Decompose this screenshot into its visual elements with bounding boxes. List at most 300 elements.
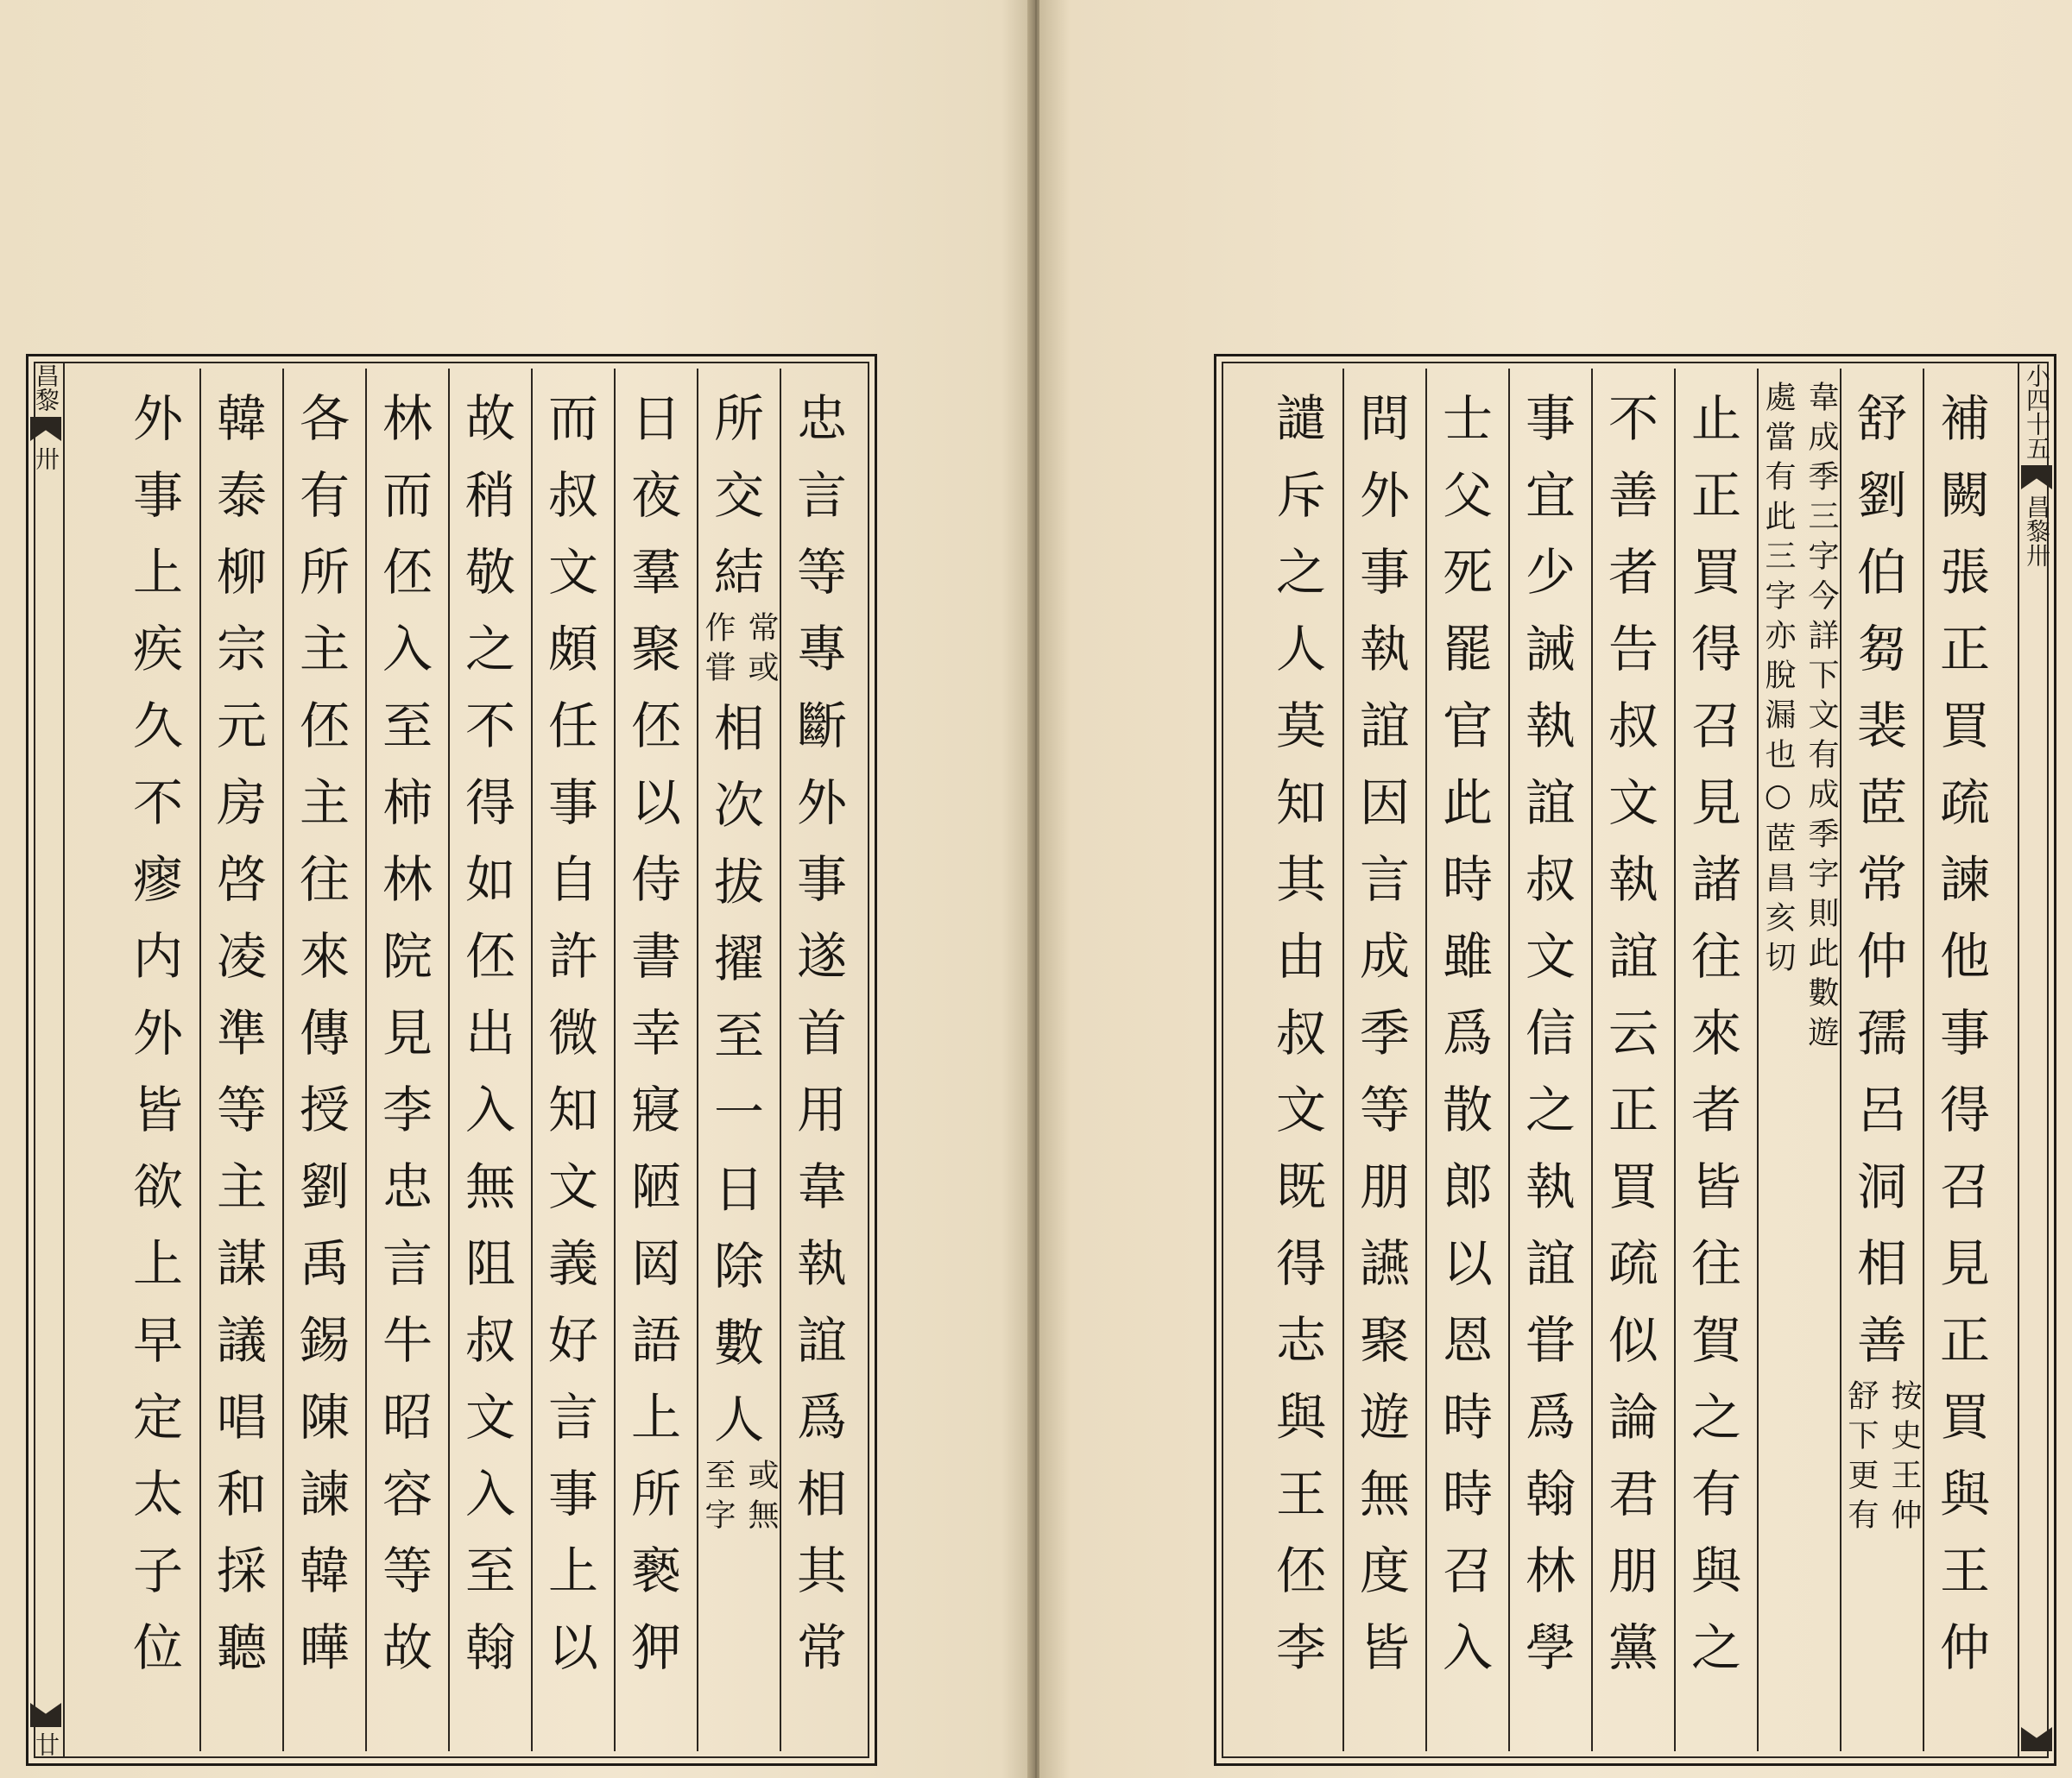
character: 事	[1939, 1004, 1990, 1062]
character: 林	[1525, 1542, 1576, 1600]
character: 太	[132, 1465, 183, 1523]
character: 黨	[1608, 1618, 1658, 1677]
character: 忠	[796, 389, 847, 448]
fishtail-mark-top	[2021, 465, 2052, 489]
character: 呂	[1856, 1081, 1907, 1139]
character: 定	[132, 1388, 183, 1447]
character: 房	[216, 773, 267, 832]
right-column-6	[1508, 369, 1591, 1751]
character: 召	[1939, 1157, 1990, 1216]
character: 位	[132, 1618, 183, 1677]
character: 以	[547, 1618, 598, 1677]
character: 文	[1525, 927, 1576, 986]
left-column-7	[282, 369, 365, 1751]
character: 誼	[1608, 927, 1658, 986]
character: 至	[713, 1006, 764, 1065]
character: 阻	[464, 1234, 515, 1293]
character: 之	[1690, 1618, 1741, 1677]
right-margin-volume: 卅	[2023, 543, 2051, 567]
character: 執	[1525, 697, 1576, 755]
character: 昭	[382, 1388, 433, 1447]
left-margin-title: 昌黎	[32, 363, 60, 412]
character: 凌	[216, 927, 267, 986]
note-line: 作甞	[700, 611, 736, 690]
left-margin-strip	[28, 363, 65, 1756]
right-column-5	[1591, 369, 1674, 1751]
character: 由	[1275, 927, 1326, 986]
right-page	[1039, 0, 2072, 1778]
character: 朋	[1608, 1542, 1658, 1600]
character: 誼	[1525, 1234, 1576, 1293]
character: 日	[713, 1160, 764, 1219]
character: 如	[464, 850, 515, 909]
fishtail-mark-bottom	[2021, 1727, 2052, 1751]
character: 之	[464, 620, 515, 678]
character: 主	[216, 1157, 267, 1216]
character: 諸	[1690, 850, 1741, 909]
character: 誼	[1359, 697, 1410, 755]
left-column-2	[697, 369, 780, 1751]
character: 事	[547, 773, 598, 832]
character: 書	[630, 927, 681, 986]
character: 而	[547, 389, 598, 448]
character: 王	[1275, 1465, 1326, 1523]
character: 之	[1690, 1388, 1741, 1447]
character: 夜	[630, 466, 681, 525]
character: 人	[713, 1390, 764, 1449]
character: 義	[547, 1234, 598, 1293]
character: 李	[1275, 1618, 1326, 1677]
character: 與	[1939, 1465, 1990, 1523]
character: 早	[132, 1311, 183, 1370]
character: 買	[1939, 1388, 1990, 1447]
character: 事	[1525, 389, 1576, 448]
character: 無	[1359, 1465, 1410, 1523]
character: 出	[464, 1004, 515, 1062]
character: 劉	[299, 1157, 350, 1216]
character: 劉	[1856, 466, 1907, 525]
character: 其	[796, 1542, 847, 1600]
character: 君	[1608, 1465, 1658, 1523]
character: 執	[1359, 620, 1410, 678]
character: 元	[216, 697, 267, 755]
character: 至	[464, 1542, 515, 1600]
character: 柳	[216, 543, 267, 602]
character: 爲	[1442, 1004, 1493, 1062]
interlinear-note	[699, 1459, 779, 1538]
character: 結	[713, 543, 764, 602]
character: 與	[1275, 1388, 1326, 1447]
character: 上	[547, 1542, 598, 1600]
character: 來	[299, 927, 350, 986]
character: 其	[1275, 850, 1326, 909]
character: 等	[796, 543, 847, 602]
character: 知	[1275, 773, 1326, 832]
character: 恩	[1442, 1311, 1493, 1370]
character: 事	[796, 850, 847, 909]
character: 既	[1275, 1157, 1326, 1216]
character: 韓	[299, 1542, 350, 1600]
left-margin-folio: 廿	[32, 1732, 60, 1756]
character: 執	[796, 1234, 847, 1293]
character: 仲	[1856, 927, 1907, 986]
character: 院	[382, 927, 433, 986]
character: 子	[132, 1542, 183, 1600]
character: 學	[1525, 1618, 1576, 1677]
character: 文	[1275, 1081, 1326, 1139]
character: 見	[1939, 1234, 1990, 1293]
character: 林	[382, 850, 433, 909]
character: 叔	[1608, 697, 1658, 755]
character: 伾	[299, 697, 350, 755]
character: 好	[547, 1311, 598, 1370]
right-column-3	[1757, 369, 1840, 1751]
character: 數	[713, 1314, 764, 1372]
right-margin-folio: 小四十五	[2023, 363, 2051, 460]
character: 牛	[382, 1311, 433, 1370]
left-page	[0, 0, 1033, 1778]
character: 㒺	[630, 1234, 681, 1293]
note-line: 按史王仲	[1886, 1379, 1922, 1538]
character: 敬	[464, 543, 515, 602]
character: 文	[1608, 773, 1658, 832]
character: 上	[132, 543, 183, 602]
right-column-1	[1923, 369, 2006, 1751]
character: 官	[1442, 697, 1493, 755]
character: 正	[1939, 620, 1990, 678]
right-margin-title: 昌黎	[2023, 495, 2051, 543]
character: 内	[132, 927, 183, 986]
character: 往	[299, 850, 350, 909]
character: 叔	[1275, 1004, 1326, 1062]
character: 主	[299, 773, 350, 832]
character: 遂	[796, 927, 847, 986]
character: 信	[1525, 1004, 1576, 1062]
fishtail-mark-bottom	[30, 1703, 61, 1727]
character: 之	[1275, 543, 1326, 602]
character: 聽	[216, 1618, 267, 1677]
character: 傳	[299, 1004, 350, 1062]
character: 不	[464, 697, 515, 755]
character: 買	[1690, 543, 1741, 602]
character: 正	[1939, 1311, 1990, 1370]
left-column-8	[199, 369, 282, 1751]
character: 者	[1690, 1081, 1741, 1139]
character: 罷	[1442, 620, 1493, 678]
character: 遊	[1359, 1388, 1410, 1447]
character: 林	[382, 389, 433, 448]
character: 入	[464, 1465, 515, 1523]
character: 諫	[1939, 850, 1990, 909]
character: 云	[1608, 1004, 1658, 1062]
character: 文	[464, 1388, 515, 1447]
character: 採	[216, 1542, 267, 1600]
character: 時	[1442, 1388, 1493, 1447]
character: 執	[1608, 850, 1658, 909]
character: 叔	[1525, 850, 1576, 909]
character: 季	[1359, 1004, 1410, 1062]
character: 善	[1856, 1311, 1907, 1370]
character: 疏	[1608, 1234, 1658, 1293]
character: 成	[1359, 927, 1410, 986]
character: 斥	[1275, 466, 1326, 525]
character: 拔	[713, 853, 764, 911]
right-text-frame	[1214, 354, 2056, 1766]
character: 賀	[1690, 1311, 1741, 1370]
character: 專	[796, 620, 847, 678]
character: 稍	[464, 466, 515, 525]
character: 皆	[1359, 1618, 1410, 1677]
character: 所	[299, 543, 350, 602]
character: 得	[1939, 1081, 1990, 1139]
right-column-7	[1425, 369, 1508, 1751]
character: 外	[132, 389, 183, 448]
character: 宜	[1525, 466, 1576, 525]
character: 問	[1359, 389, 1410, 448]
character: 忠	[382, 1157, 433, 1216]
character: 擢	[713, 930, 764, 988]
character: 不	[132, 773, 183, 832]
character: 事	[1359, 543, 1410, 602]
character: 伾	[464, 927, 515, 986]
character: 翰	[1525, 1465, 1576, 1523]
character: 入	[1442, 1618, 1493, 1677]
character: 欲	[132, 1157, 183, 1216]
character: 度	[1359, 1542, 1410, 1600]
character: 上	[630, 1388, 681, 1447]
right-column-2	[1840, 369, 1923, 1751]
character: 來	[1690, 1004, 1741, 1062]
character: 自	[547, 850, 598, 909]
left-column-4	[531, 369, 614, 1751]
left-column-1	[780, 369, 862, 1751]
character: 相	[796, 1465, 847, 1523]
character: 言	[796, 466, 847, 525]
character: 羣	[630, 543, 681, 602]
character: 父	[1442, 466, 1493, 525]
character: 士	[1442, 389, 1493, 448]
interlinear-note	[1759, 381, 1839, 1056]
character: 疾	[132, 620, 183, 678]
character: 錫	[299, 1311, 350, 1370]
left-text-frame	[26, 354, 877, 1766]
character: 譴	[1275, 389, 1326, 448]
character: 各	[299, 389, 350, 448]
character: 有	[1690, 1465, 1741, 1523]
character: 許	[547, 927, 598, 986]
character: 朋	[1359, 1157, 1410, 1216]
character: 寢	[630, 1081, 681, 1139]
character: 告	[1608, 620, 1658, 678]
character: 見	[382, 1004, 433, 1062]
left-column-3	[614, 369, 697, 1751]
right-column-9	[1260, 369, 1342, 1751]
character: 等	[382, 1542, 433, 1600]
character: 常	[1856, 850, 1907, 909]
character: 言	[547, 1388, 598, 1447]
character: 謀	[216, 1234, 267, 1293]
interlinear-note	[1842, 1379, 1922, 1538]
character: 事	[547, 1465, 598, 1523]
left-column-9	[117, 369, 199, 1751]
note-line: 舒下更有	[1843, 1379, 1879, 1538]
character: 陳	[299, 1388, 350, 1447]
character: 止	[1690, 389, 1741, 448]
right-column-8	[1342, 369, 1425, 1751]
character: 事	[132, 466, 183, 525]
character: 等	[1359, 1081, 1410, 1139]
character: 少	[1525, 543, 1576, 602]
character: 日	[630, 389, 681, 448]
character: 買	[1939, 697, 1990, 755]
character: 頗	[547, 620, 598, 678]
character: 善	[1608, 466, 1658, 525]
character: 禹	[299, 1234, 350, 1293]
character: 誼	[1525, 773, 1576, 832]
note-line: 至字	[700, 1459, 736, 1538]
character: 聚	[630, 620, 681, 678]
character: 外	[796, 773, 847, 832]
right-column-4	[1674, 369, 1757, 1751]
left-columns	[63, 369, 862, 1751]
character: 似	[1608, 1311, 1658, 1370]
right-margin-strip	[2018, 363, 2054, 1756]
character: 因	[1359, 773, 1410, 832]
character: 爲	[1525, 1388, 1576, 1447]
character: 韋	[796, 1157, 847, 1216]
character: 容	[382, 1465, 433, 1523]
character: 狎	[630, 1618, 681, 1677]
character: 相	[713, 699, 764, 758]
character: 曄	[299, 1618, 350, 1677]
character: 斷	[796, 697, 847, 755]
character: 和	[216, 1465, 267, 1523]
character: 議	[216, 1311, 267, 1370]
left-margin-volume: 卅	[32, 446, 60, 470]
character: 以	[630, 773, 681, 832]
left-column-5	[448, 369, 531, 1751]
character: 陋	[630, 1157, 681, 1216]
character: 文	[547, 543, 598, 602]
character: 文	[547, 1157, 598, 1216]
character: 幸	[630, 1004, 681, 1062]
character: 準	[216, 1004, 267, 1062]
character: 不	[1608, 389, 1658, 448]
character: 宗	[216, 620, 267, 678]
character: 微	[547, 1004, 598, 1062]
character: 褻	[630, 1542, 681, 1600]
character: 久	[132, 697, 183, 755]
character: 裴	[1856, 697, 1907, 755]
character: 芻	[1856, 620, 1907, 678]
character: 散	[1442, 1081, 1493, 1139]
note-line: 韋成季三字今詳下文有成季字則此數遊	[1804, 381, 1839, 1056]
character: 聚	[1359, 1311, 1410, 1370]
character: 誡	[1525, 620, 1576, 678]
character: 入	[464, 1081, 515, 1139]
character: 召	[1442, 1542, 1493, 1600]
character: 雖	[1442, 927, 1493, 986]
character: 而	[382, 466, 433, 525]
character: 甞	[1525, 1311, 1576, 1370]
character: 除	[713, 1237, 764, 1296]
character: 誼	[796, 1311, 847, 1370]
character: 茝	[1856, 773, 1907, 832]
character: 至	[382, 697, 433, 755]
character: 伾	[630, 697, 681, 755]
character: 時	[1442, 1465, 1493, 1523]
character: 此	[1442, 773, 1493, 832]
note-line: 或無	[743, 1459, 779, 1538]
character: 故	[382, 1618, 433, 1677]
character: 往	[1690, 927, 1741, 986]
character: 所	[713, 389, 764, 448]
character: 交	[713, 466, 764, 525]
character: 次	[713, 776, 764, 835]
character: 補	[1939, 389, 1990, 448]
character: 用	[796, 1081, 847, 1139]
character: 皆	[1690, 1157, 1741, 1216]
character: 人	[1275, 620, 1326, 678]
character: 王	[1939, 1542, 1990, 1600]
character: 等	[216, 1081, 267, 1139]
character: 入	[382, 620, 433, 678]
character: 啓	[216, 850, 267, 909]
character: 外	[132, 1004, 183, 1062]
character: 諫	[299, 1465, 350, 1523]
character: 買	[1608, 1157, 1658, 1216]
character: 主	[299, 620, 350, 678]
character: 授	[299, 1081, 350, 1139]
character: 故	[464, 389, 515, 448]
character: 召	[1690, 697, 1741, 755]
character: 得	[1690, 620, 1741, 678]
character: 一	[713, 1083, 764, 1142]
character: 爲	[796, 1388, 847, 1447]
character: 瘳	[132, 850, 183, 909]
character: 任	[547, 697, 598, 755]
note-line: 常或	[743, 611, 779, 690]
character: 正	[1690, 466, 1741, 525]
right-columns	[1229, 369, 2006, 1751]
character: 舒	[1856, 389, 1907, 448]
character: 所	[630, 1465, 681, 1523]
left-column-6	[365, 369, 448, 1751]
character: 與	[1690, 1542, 1741, 1600]
fishtail-mark-top	[30, 417, 61, 441]
character: 叔	[547, 466, 598, 525]
character: 泰	[216, 466, 267, 525]
character: 得	[1275, 1234, 1326, 1293]
character: 他	[1939, 927, 1990, 986]
character: 上	[132, 1234, 183, 1293]
character: 伯	[1856, 543, 1907, 602]
character: 執	[1525, 1157, 1576, 1216]
character: 首	[796, 1004, 847, 1062]
character: 孺	[1856, 1004, 1907, 1062]
character: 張	[1939, 543, 1990, 602]
character: 仲	[1939, 1618, 1990, 1677]
character: 叔	[464, 1311, 515, 1370]
character: 伾	[382, 543, 433, 602]
character: 莫	[1275, 697, 1326, 755]
character: 語	[630, 1311, 681, 1370]
character: 論	[1608, 1388, 1658, 1447]
character: 以	[1442, 1234, 1493, 1293]
character: 相	[1856, 1234, 1907, 1293]
character: 者	[1608, 543, 1658, 602]
character: 柿	[382, 773, 433, 832]
